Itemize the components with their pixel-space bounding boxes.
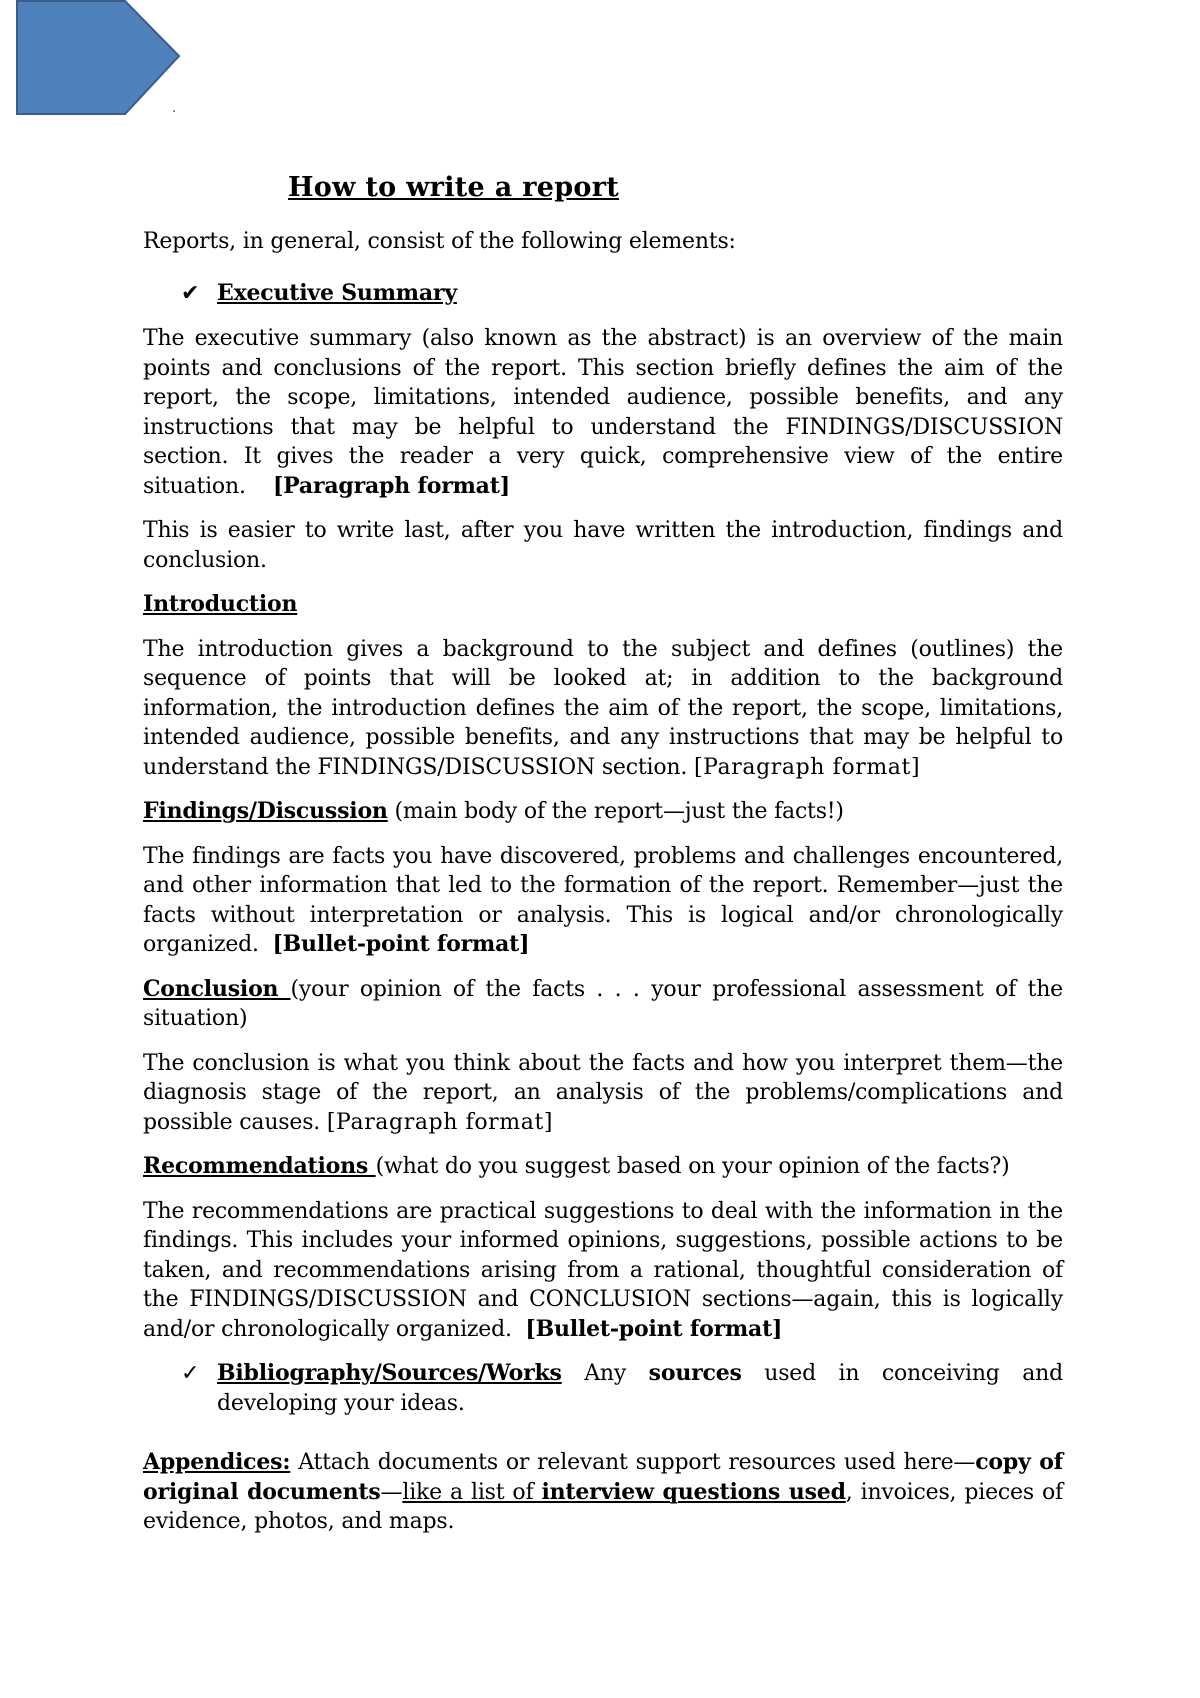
recommendations-format: [Bullet-point format] [525, 1315, 783, 1342]
executive-summary-paragraph [143, 324, 1063, 501]
appendices-text-3: , invoices, pieces of evidence, photos, and maps. [143, 1479, 1063, 1534]
conclusion-format: [Paragraph format] [326, 1109, 554, 1135]
appendices-text-bold-underline: interview questions used [541, 1478, 846, 1505]
findings-heading-line [143, 797, 1063, 827]
recommendations-subtitle: (what do you suggest based on your opinion of the facts?) [375, 1154, 1010, 1179]
pentagon-arrow-icon [16, 0, 181, 116]
intro-paragraph: Reports, in general, consist of the following elements: [143, 229, 736, 254]
findings-text: The findings are facts you have discovered, problems and challenges encountered, and other information that led to the formation of the report. Remember—just the facts without interpretation or analysis. This is logical and/or chronologically organized. [143, 843, 1063, 957]
appendices-text-underline: like a list of [402, 1479, 542, 1505]
executive-summary-note: This is easier to write last, after you have written the introduction, findings and conclusion. [143, 518, 1063, 573]
heavy-check-icon: ✔ [181, 280, 200, 306]
appendices-text-1: Attach documents or relevant support resources used here— [290, 1450, 976, 1475]
executive-summary-item [143, 279, 1063, 309]
bibliography-item [143, 1359, 1063, 1418]
conclusion-subtitle: (your opinion of the facts . . . your professional assessment of the situation) [143, 976, 1063, 1031]
check-icon: ✓ [181, 1361, 200, 1386]
introduction-text: The introduction gives a background to the subject and defines (outlines) the sequence of points that will be looked at; in addition to the background information, the introduction defines the aim of the report, the scope, limitations, intended audience, possible benefits, and any instructions that may be helpful to understand the FINDINGS/DISCUSSION section. [143, 636, 1063, 780]
introduction-heading-line [143, 590, 1063, 620]
conclusion-paragraph [143, 1049, 1063, 1138]
findings-paragraph [143, 842, 1063, 960]
findings-format: [Bullet-point format] [272, 931, 530, 957]
bibliography-text-2: used in conceiving and developing your ideas. [217, 1361, 1063, 1416]
bibliography-text-1: Any [561, 1361, 649, 1386]
conclusion-heading: Conclusion [143, 975, 291, 1002]
introduction-format: [Paragraph format] [693, 754, 921, 780]
executive-summary-text: The executive summary (also known as the abstract) is an overview of the main points and conclusions of the report. This section briefly defines the aim of the report, the scope, limitations, intended audience, possible benefits, and any instructions that may be helpful to understand the FINDINGS/DISCUSSION section. It gives the reader a very quick, comprehensive view of the entire situation. [143, 326, 1063, 499]
stray-dot [173, 110, 175, 112]
recommendations-heading-line [143, 1152, 1063, 1182]
recommendations-paragraph [143, 1197, 1063, 1345]
page-title: How to write a report [288, 172, 619, 203]
findings-heading: Findings/Discussion [143, 798, 388, 824]
executive-summary-heading: Executive Summary [217, 279, 457, 306]
introduction-paragraph [143, 635, 1063, 783]
appendices-text-bold-1: copy of original documents [143, 1449, 1063, 1505]
executive-summary-format: [Paragraph format] [272, 472, 510, 499]
appendices-heading: Appendices: [143, 1449, 291, 1475]
recommendations-heading: Recommendations [143, 1153, 376, 1179]
appendices-text-2: — [380, 1479, 403, 1505]
recommendations-text: The recommendations are practical suggestions to deal with the information in the findings. This includes your informed opinions, suggestions, possible actions to be taken, and recommendations arising from a rational, thoughtful consideration of the FINDINGS/DISCUSSION and CONCLUSION sections—again, this is logically and/or chronologically organized. [143, 1198, 1063, 1342]
conclusion-heading-line [143, 975, 1063, 1034]
findings-subtitle: (main body of the report—just the facts!) [387, 799, 844, 824]
introduction-heading: Introduction [143, 591, 298, 617]
appendices-paragraph [143, 1448, 1063, 1537]
bibliography-text-bold: sources [648, 1360, 742, 1386]
document-body [143, 165, 1063, 1552]
conclusion-text: The conclusion is what you think about the facts and how you interpret them—the diagnosis stage of the report, an analysis of the problems/complications and possible causes. [143, 1050, 1063, 1135]
bibliography-heading: Bibliography/Sources/Works [217, 1360, 562, 1386]
